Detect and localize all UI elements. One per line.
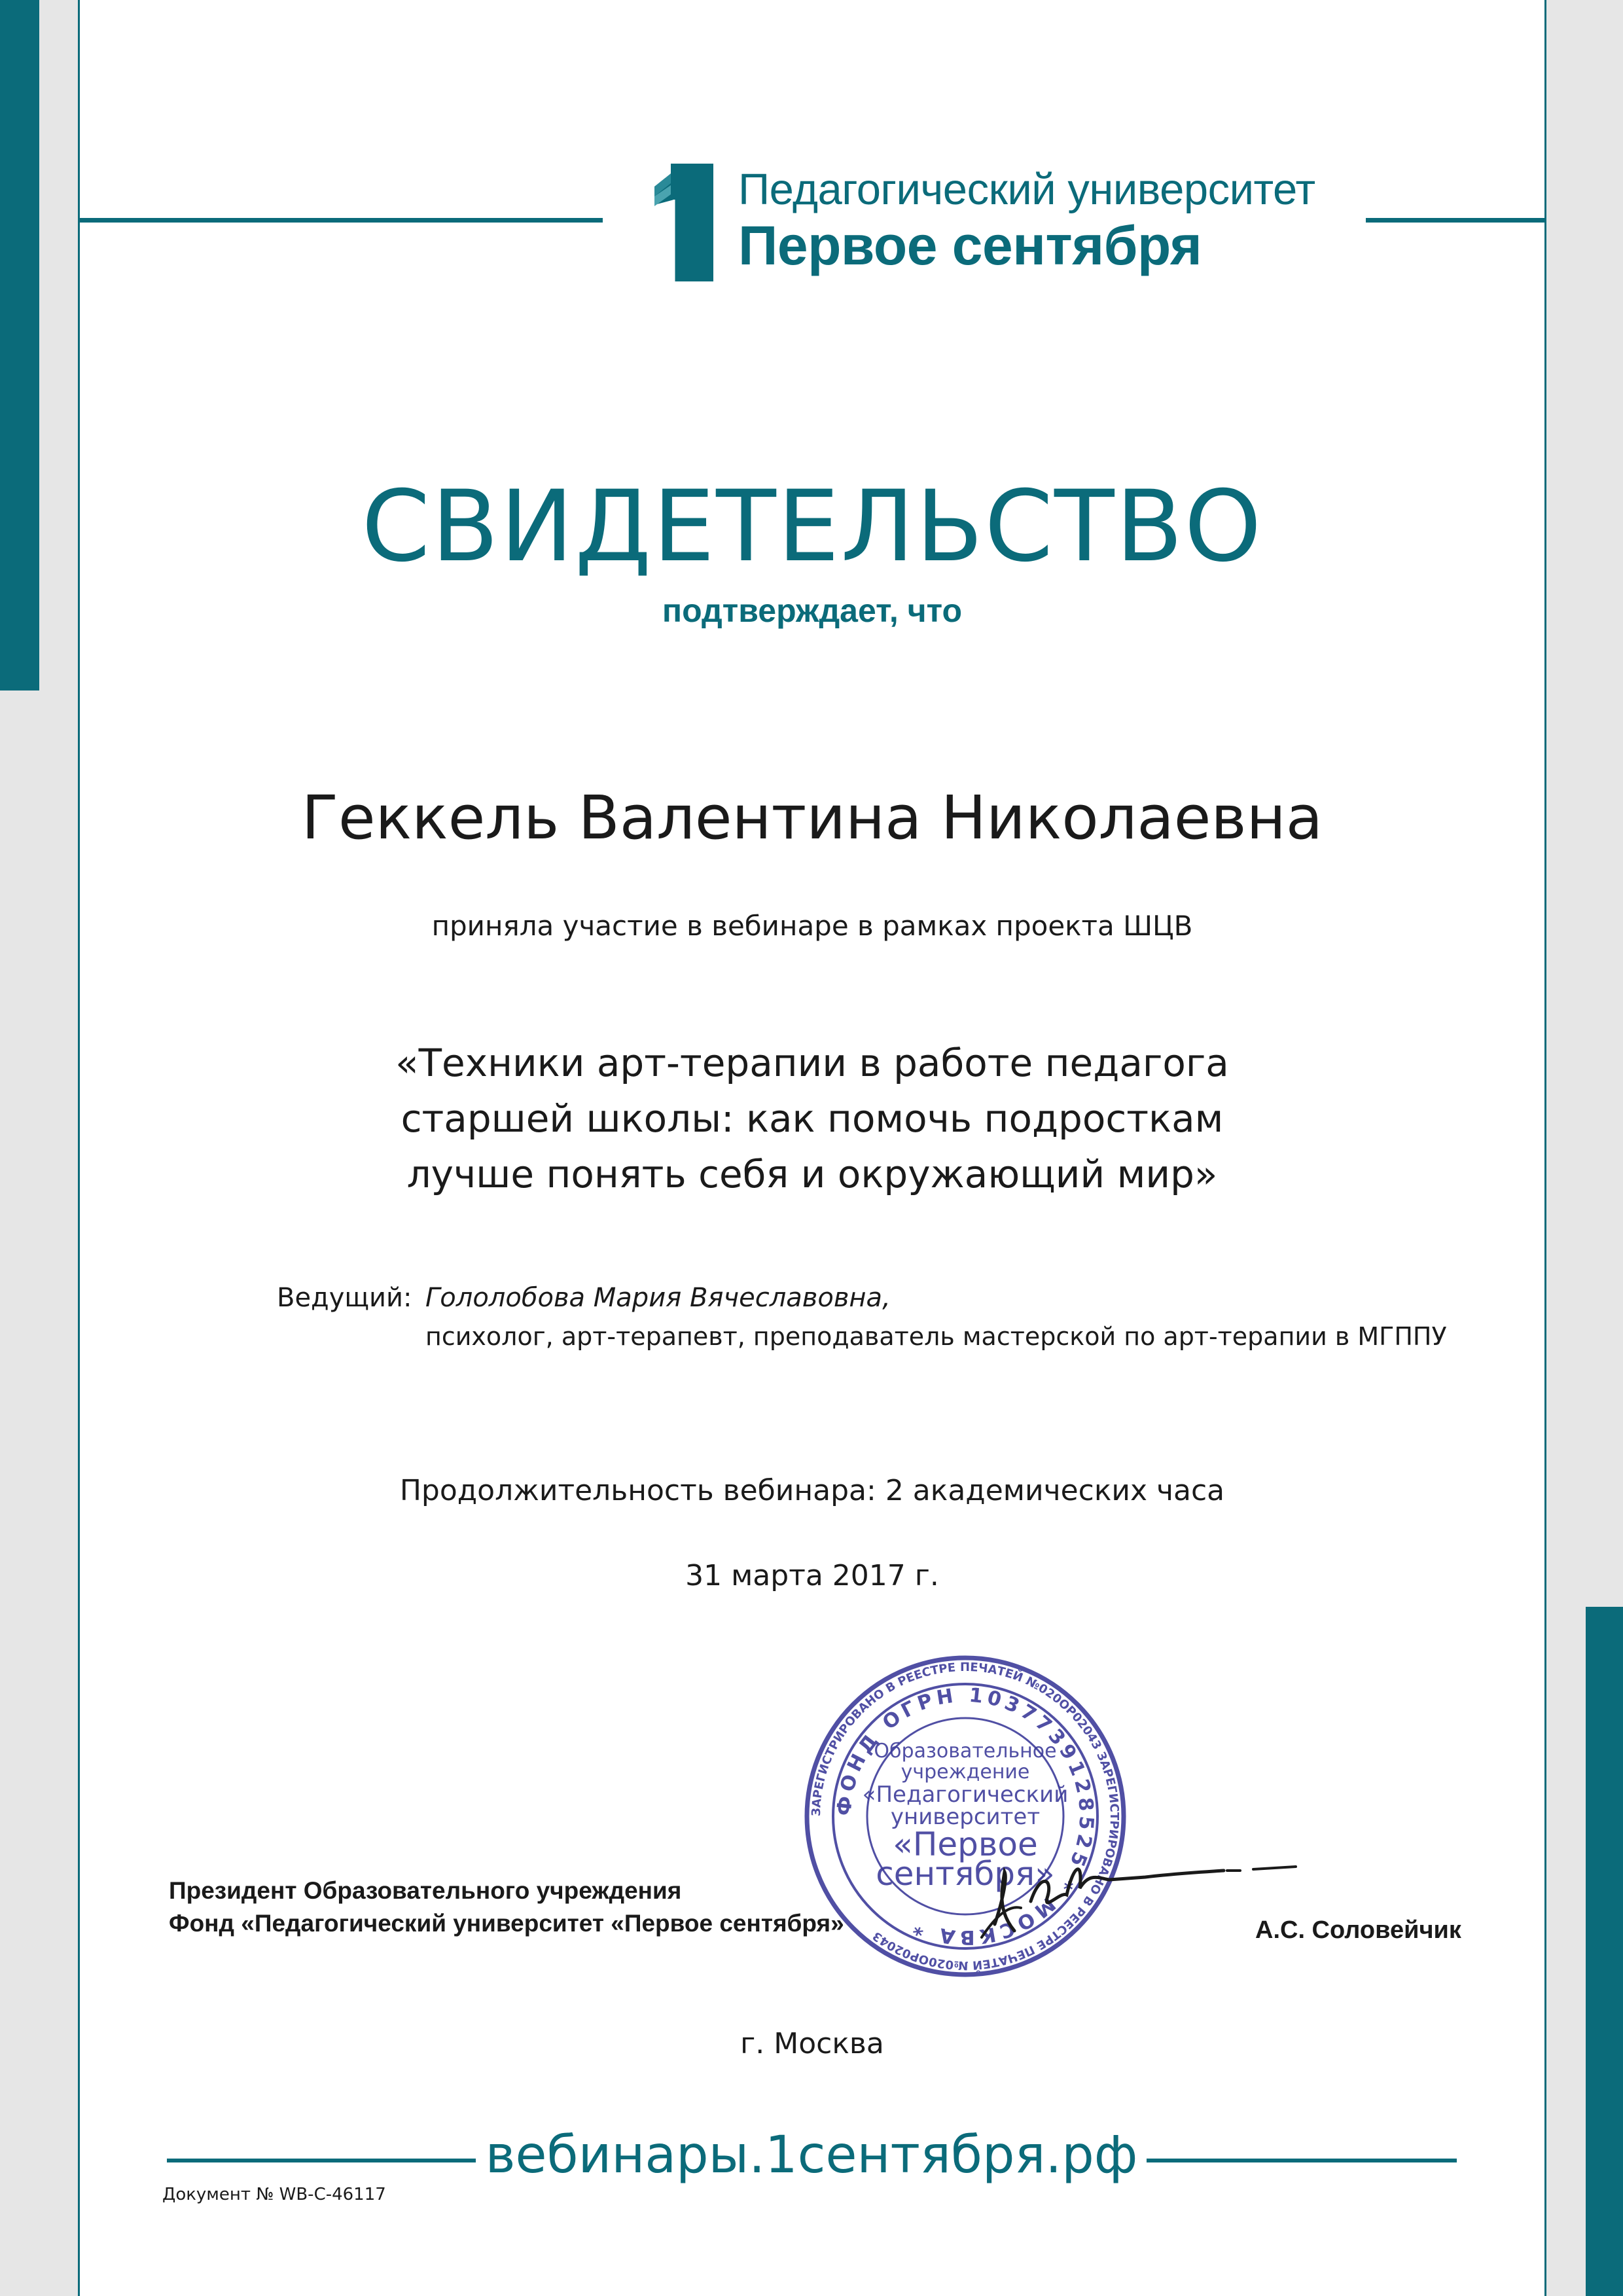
- stamp-center-line4: университет: [890, 1804, 1041, 1830]
- topic-line-2: старшей школы: как помочь подросткам: [401, 1096, 1224, 1141]
- stamp-center-line3: «Педагогический: [862, 1782, 1069, 1808]
- president-line-2: Фонд «Педагогический университет «Первое сентября»: [169, 1910, 844, 1937]
- topic-line-3: лучше понять себя и окружающий мир»: [406, 1152, 1218, 1196]
- host-label: Ведущий:: [277, 1283, 412, 1313]
- header-line-left: [78, 218, 603, 223]
- document-number: Документ № WB-С-46117: [162, 2185, 386, 2204]
- stamp-center-line1: Образовательное: [874, 1740, 1057, 1763]
- handwritten-signature: [969, 1833, 1309, 1944]
- duration-text: Продолжительность вебинара: 2 академических часа: [399, 1474, 1225, 1507]
- certificate-date: 31 марта 2017 г.: [685, 1559, 939, 1592]
- president-line-1: Президент Образовательного учреждения: [169, 1877, 682, 1904]
- stamp-inner-ring: ФОНД ОГРН 1037739128525 * МОСКВА *: [832, 1683, 1098, 1949]
- signer-name: А.С. Соловейчик: [1255, 1916, 1461, 1944]
- host-title: психолог, арт-терапевт, преподаватель мастерской по арт-терапии в МГППУ: [425, 1322, 1447, 1351]
- logo: [651, 160, 1345, 285]
- book-numeral-one-icon: [651, 160, 717, 285]
- website-link[interactable]: вебинары.1сентября.рф: [485, 2126, 1138, 2185]
- stamp-center-line6: сентября»: [876, 1855, 1055, 1893]
- certificate-subtitle: подтверждает, что: [662, 592, 963, 629]
- left-accent-bar: [0, 0, 39, 691]
- stamp-center-line5: «Первое: [893, 1825, 1038, 1863]
- participation-text: приняла участие в вебинаре в рамках проекта ШЦВ: [431, 910, 1193, 942]
- stamp-outer-ring: ЗАРЕГИСТРИРОВАНО В РЕЕСТРЕ ПЕЧАТЕЙ №020ОР02043 ЗАРЕГИСТРИРОВАНО В РЕЕСТРЕ ПЕЧАТЕЙ №020ОР02043: [809, 1660, 1122, 1973]
- city: г. Москва: [740, 2027, 884, 2060]
- logo-line2: Первое сентября: [738, 215, 1202, 276]
- recipient-name: Геккель Валентина Николаевна: [301, 783, 1323, 853]
- organization-stamp: [802, 1626, 1129, 2006]
- certificate-title: СВИДЕТЕЛЬСТВО: [361, 470, 1263, 584]
- header-line-right: [1366, 218, 1546, 223]
- footer-line-right: [1147, 2159, 1457, 2162]
- stamp-center-line2: учреждение: [901, 1761, 1030, 1784]
- footer-line-left: [167, 2159, 476, 2162]
- host-name: Гололобова Мария Вячеславовна,: [425, 1283, 891, 1313]
- logo-line1: Педагогический университет: [738, 165, 1315, 214]
- right-accent-bar: [1586, 1607, 1623, 2296]
- topic-line-1: «Техники арт-терапии в работе педагога: [395, 1041, 1229, 1085]
